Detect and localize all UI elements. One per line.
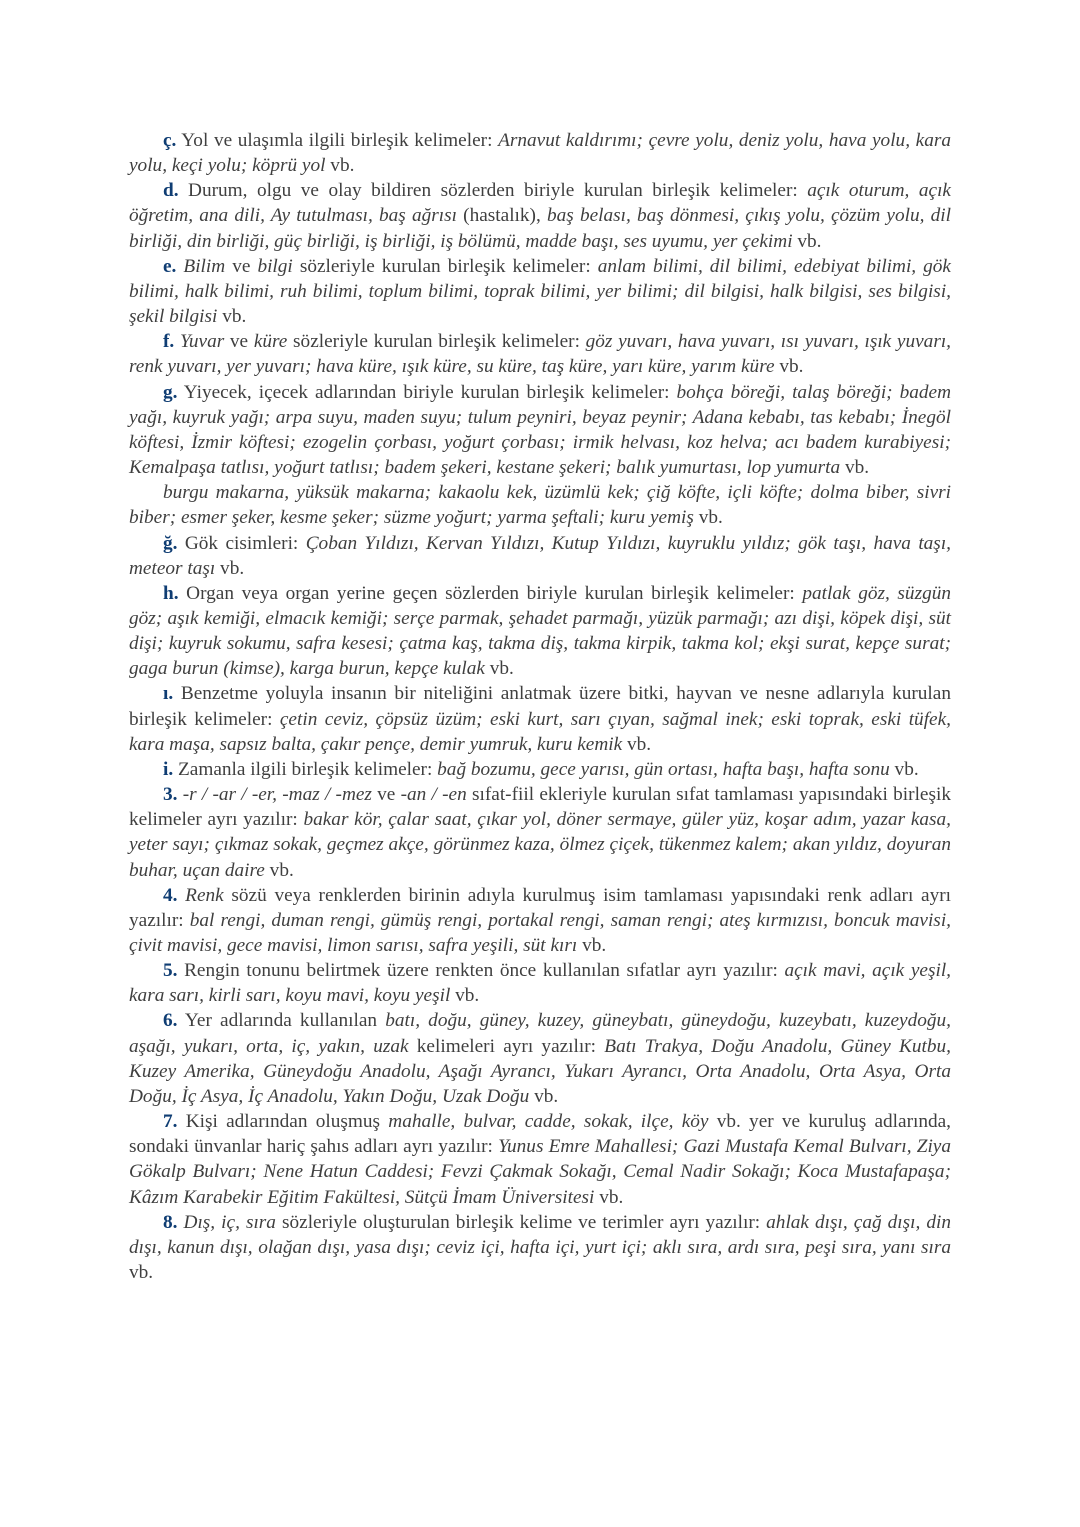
example-text: baş belası, baş dönmesi, çıkış yolu, çözüm yolu, dil birliği, din birliği, güç birliği, iş birliği, iş bölümü, madde başı, ses uyumu, yer çekimi: [129, 205, 951, 252]
example-text: bohça böreği, talaş böreği; badem yağı, kuyruk yağı; arpa suyu, maden suyu; tulum peyniri, beyaz peynir; Adana kebabı, tas kebabı; İnegöl köftesi, İzmir köftesi; ezogelin çorbası, yoğurt çorbası; irmik helvası, koz helva; acı badem kurabiyesi; Kemalpaşa tatlısı, yoğurt tatlısı; badem şekeri, kestane şekeri; balık yumurtası, lop yumurta: [129, 381, 951, 479]
rule-text: sıfat-fiil ekleriyle kurulan sıfat tamlaması yapısındaki birleşik kelimeler ayrı yazılır:: [129, 784, 951, 831]
paragraph-label: g.: [163, 381, 178, 403]
rule-text: vb.: [840, 457, 870, 479]
rule-text: Durum, olgu ve olay bildiren sözlerden biriyle kurulan birleşik kelimeler:: [178, 180, 808, 202]
paragraph: [129, 254, 951, 329]
paragraph: [129, 782, 951, 883]
paragraph-label: 3.: [163, 784, 178, 806]
example-text: Yuvar: [179, 331, 225, 353]
paragraph: [129, 581, 951, 682]
document-body: [129, 128, 951, 1285]
paragraph-label: 6.: [163, 1010, 178, 1032]
paragraph: [129, 757, 951, 782]
rule-text: Organ veya organ yerine geçen sözlerden biriyle kurulan birleşik kelimeler:: [178, 582, 803, 604]
example-text: burgu makarna, yüksük makarna; kakaolu kek, üzümlü kek; çiğ köfte, içli köfte; dolma biber, sivri biber; esmer şeker, kesme şeker; süzme yoğurt; yarma şeftali; kuru yemiş: [129, 482, 951, 529]
rule-text: sözü veya renklerden birinin adıyla kurulmuş isim tamlaması yapısındaki renk adları ayrı yazılır:: [129, 884, 951, 931]
example-text: anlam bilimi, dil bilimi, edebiyat bilimi, gök bilimi, halk bilimi, ruh bilimi, toplum bilimi, toprak bilimi, yer bilimi; dil bilgisi, halk bilgisi, ses bilgisi, şekil bilgisi: [129, 255, 951, 328]
paragraph-label: 7.: [163, 1111, 178, 1133]
example-text: çetin ceviz, çöpsüz üzüm; eski kurt, sarı çıyan, sağmal inek; eski toprak, eski tüfek, kara maşa, sapsız balta, çakır pençe, demir yumruk, kuru kemik: [129, 708, 951, 755]
example-text: Renk: [185, 884, 224, 906]
rule-text: sözleriyle kurulan birleşik kelimeler:: [292, 255, 598, 277]
rule-text: vb.: [693, 507, 723, 529]
rule-text: vb. yer ve kuruluş adlarında, sondaki ünvanlar hariç şahıs adları ayrı yazılır:: [129, 1111, 952, 1158]
example-text: -r / -ar / -er, -maz / -mez: [182, 784, 372, 806]
paragraph: [129, 1210, 951, 1285]
rule-text: Benzetme yoluyla insanın bir niteliğini anlatmak üzere bitki, hayvan ve nesne adlarıyla kurulan birleşik kelimeler:: [129, 683, 951, 730]
rule-text: vb.: [889, 758, 919, 780]
example-text: ahlak dışı, çağ dışı, din dışı, kanun dışı, olağan dışı, yasa dışı; ceviz içi, hafta içi, yurt içi; aklı sıra, ardı sıra, peşi sıra, yanı sıra: [129, 1211, 951, 1258]
paragraph-label: i.: [163, 758, 174, 780]
rule-text: vb.: [264, 859, 294, 881]
example-text: açık mavi, açık yeşil, kara sarı, kirli sarı, koyu mavi, koyu yeşil: [129, 960, 951, 1007]
paragraph-label: 5.: [163, 960, 178, 982]
paragraph: [129, 178, 951, 253]
paragraph: [129, 329, 951, 379]
paragraph-label: ı.: [163, 683, 174, 705]
example-text: bal rengi, duman rengi, gümüş rengi, portakal rengi, saman rengi; ateş kırmızısı, boncuk mavisi, çivit mavisi, gece mavisi, limon sarısı, safra yeşili, süt kırı: [129, 909, 951, 956]
rule-text: vb.: [129, 1262, 154, 1284]
rule-text: sözleriyle kurulan birleşik kelimeler:: [287, 331, 586, 353]
paragraph: [129, 128, 951, 178]
rule-text: Yol ve ulaşımla ilgili birleşik kelimeler:: [176, 130, 499, 151]
paragraph-label: d.: [163, 180, 179, 202]
rule-text: ve: [371, 784, 401, 806]
paragraph: [129, 1008, 951, 1109]
rule-text: kelimeleri ayrı yazılır:: [408, 1035, 605, 1057]
example-text: göz yuvarı, hava yuvarı, ısı yuvarı, ışık yuvarı, renk yuvarı, yer yuvarı; hava küre, ışık küre, su küre, taş küre, yarı küre, yarım küre: [129, 331, 952, 378]
rule-text: Rengin tonunu belirtmek üzere renkten önce kullanılan sıfatlar ayrı yazılır:: [177, 960, 785, 982]
rule-text: Gök cisimleri:: [177, 532, 306, 554]
example-text: Yunus Emre Mahallesi; Gazi Mustafa Kemal Bulvarı, Ziya Gökalp Bulvarı; Nene Hatun Caddesi; Fevzi Çakmak Sokağı, Cemal Nadir Sokağı; Koca Mustafapaşa; Kâzım Karabekir Eğitim Fakültesi, Sütçü İmam Üniversitesi: [129, 1136, 952, 1208]
example-text: küre: [253, 331, 288, 353]
rule-text: vb.: [529, 1085, 559, 1107]
rule-text: Yiyecek, içecek adlarından biriyle kurulan birleşik kelimeler:: [177, 381, 677, 403]
example-text: bakar kör, çalar saat, çıkar yol, döner sermaye, güler yüz, koşar adım, yazar kasa, yeter sayı; çıkmaz sokak, geçmez akçe, görünmez kaza, ölmez çiçek, tükenmez kalem; akan yıldız, doyuran buhar, uçan daire: [129, 809, 951, 881]
rule-text: ve: [225, 255, 258, 277]
rule-text: Yer adlarında kullanılan: [177, 1010, 386, 1032]
paragraph: [129, 531, 951, 581]
paragraph: [129, 1109, 951, 1210]
example-text: bağ bozumu, gece yarısı, gün ortası, hafta başı, hafta sonu: [437, 758, 890, 780]
example-text: Dış, iç, sıra: [183, 1211, 276, 1233]
paragraph: [129, 480, 951, 530]
rule-text: vb.: [594, 1186, 624, 1208]
rule-text: sözleriyle oluşturulan birleşik kelime ve terimler ayrı yazılır:: [275, 1211, 767, 1233]
paragraph-label: f.: [163, 331, 175, 353]
example-text: açık oturum, açık öğretim, ana dili, Ay tutulması, baş ağrısı: [129, 180, 951, 227]
example-text: batı, doğu, güney, kuzey, güneybatı, güneydoğu, kuzeybatı, kuzeydoğu, aşağı, yukarı, orta, iç, yakın, uzak: [129, 1010, 951, 1057]
example-text: Bilim: [183, 255, 226, 277]
rule-text: vb.: [774, 356, 804, 378]
paragraph-label: h.: [163, 582, 179, 604]
paragraph-label: 8.: [163, 1211, 178, 1233]
rule-text: vb.: [217, 306, 247, 328]
rule-text: (hastalık),: [456, 205, 547, 227]
rule-text: vb.: [622, 733, 652, 755]
paragraph-label: ğ.: [163, 532, 178, 554]
rule-text: ve: [224, 331, 254, 353]
rule-text: vb.: [792, 230, 822, 252]
example-text: Batı Trakya, Doğu Anadolu, Güney Kutbu, Kuzey Amerika, Güneydoğu Anadolu, Aşağı Ayrancı, Yukarı Ayrancı, Orta Anadolu, Orta Asya, Orta Doğu, İç Asya, İç Anadolu, Yakın Doğu, Uzak Doğu: [129, 1035, 951, 1107]
example-text: patlak göz, süzgün göz; aşık kemiği, elmacık kemiği; serçe parmak, şehadet parmağı, yüzük parmağı; azı dişi, köpek dişi, süt dişi; kuyruk sokumu, safra kesesi; çatma kaş, takma diş, takma kirpik, takma kol; ekşi surat, kepçe surat; gaga burun (kimse), karga burun, kepçe kulak: [129, 582, 951, 680]
example-text: mahalle, bulvar, cadde, sokak, ilçe, köy: [388, 1111, 709, 1133]
paragraph-label: 4.: [163, 884, 178, 906]
paragraph-label: e.: [163, 255, 177, 277]
rule-text: Kişi adlarından oluşmuş: [177, 1111, 389, 1133]
paragraph: [129, 380, 951, 481]
rule-text: vb.: [577, 935, 607, 956]
paragraph-label: ç.: [163, 130, 177, 151]
paragraph: [129, 958, 951, 1008]
example-text: bilgi: [257, 255, 293, 277]
rule-text: vb.: [450, 985, 480, 1007]
paragraph: [129, 883, 951, 958]
paragraph: [129, 681, 951, 756]
rule-text: Zamanla ilgili birleşik kelimeler:: [173, 758, 438, 780]
rule-text: vb.: [484, 658, 514, 680]
example-text: Arnavut kaldırımı; çevre yolu, deniz yolu, hava yolu, kara yolu, keçi yolu; köprü yol: [129, 130, 951, 177]
example-text: Çoban Yıldızı, Kervan Yıldızı, Kutup Yıldızı, kuyruklu yıldız; gök taşı, hava taşı, meteor taşı: [129, 532, 951, 579]
rule-text: vb.: [325, 155, 355, 177]
rule-text: vb.: [215, 557, 245, 579]
example-text: -an / -en: [400, 784, 467, 806]
